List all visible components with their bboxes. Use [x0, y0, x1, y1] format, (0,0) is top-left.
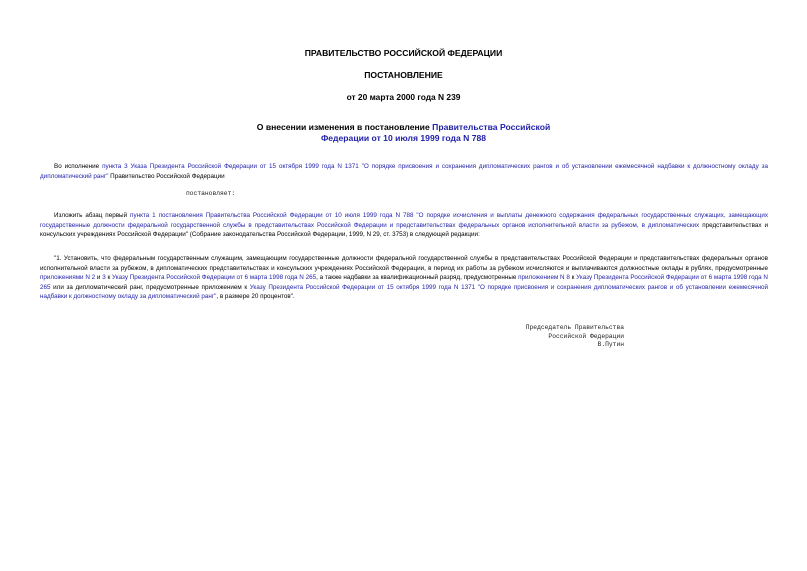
preamble-paragraph — [40, 162, 768, 181]
signature-name: В.Путин — [597, 341, 624, 349]
subject-heading-line1 — [0, 122, 807, 132]
subject-link-cont[interactable]: Федерации от 10 июля 1999 года N 788 — [320, 133, 487, 143]
text: Изложить абзац первый — [54, 212, 131, 219]
signature-org: Российской Федерации — [548, 332, 624, 340]
subject-link[interactable]: Правительства Российской — [432, 122, 551, 132]
appendix-3-link[interactable]: 3 — [102, 274, 106, 282]
text: и — [95, 274, 103, 282]
resolution-link[interactable]: пункта 1 постановления Правительства Российской Федерации от 10 июля 1999 года N 788 "О порядке исчисления и выплаты денежного содержания федеральных государственных служащих, замещающих государственные должности федеральной государственной службы в представительствах Российской Федерации и представительствах федеральных органов исполнительной власти за рубежом, в дипломатических — [40, 212, 768, 229]
subject-prefix: О внесении изменения в постановление — [256, 122, 433, 132]
decree-word: постановляет: — [186, 190, 236, 197]
issuer-heading: ПРАВИТЕЛЬСТВО РОССИЙСКОЙ ФЕДЕРАЦИИ — [304, 48, 503, 58]
signature-title: Председатель Правительства — [525, 324, 624, 331]
decree-265-link-2[interactable]: Указу Президента Российской Федерации от 6 марта 1998 года N 265 — [40, 274, 768, 291]
text: "1. Установить, что федеральным государственным служащим, замещающим государственные должности федеральной государственной службы в представительствах Российской Федерации и представительствах федеральных органов исполнительной власти за рубежом, в дипломатических представительствах и консульских учреждениях Российской Федерации, в период их работы за рубежом исчисляются и выплачиваются должностные оклады в рублях, предусмотренные — [40, 255, 768, 272]
new-text-paragraph — [40, 254, 768, 302]
text: , в размере 20 процентов". — [216, 293, 295, 301]
decree-1371-link[interactable]: Указу Президента Российской Федерации от 15 октября 1999 года N 1371 "О порядке присвоения и сохранения дипломатических рангов и об установлении ежемесячной надбавки к должностному окладу за дипломатический ранг" — [40, 283, 768, 301]
doc-type-heading: ПОСТАНОВЛЕНИЕ — [364, 70, 443, 80]
text: представительствах и консульских учреждениях Российской Федерации" (Собрание законодательства Российской Федерации, 1999, N 29, ст. 3753) в следующей редакции: — [40, 221, 768, 239]
signature-block — [516, 324, 624, 350]
date-number-heading: от 20 марта 2000 года N 239 — [346, 92, 461, 102]
appendix-2-link[interactable]: приложениями N 2 — [40, 274, 96, 282]
text: Во исполнение — [54, 163, 103, 170]
text: к — [105, 274, 112, 282]
amendment-paragraph — [40, 211, 768, 240]
text: , а также надбавки за квалификационный разряд, предусмотренные — [316, 274, 519, 282]
subject-heading-line2 — [0, 133, 807, 143]
decree-link[interactable]: пункта 3 Указа Президента Российской Федерации от 15 октября 1999 года N 1371 "О порядке присвоения и сохранения дипломатических рангов и об установлении ежемесячной надбавки к должностному окладу за дипломатический ранг" — [40, 163, 768, 180]
text: к — [569, 274, 577, 282]
decree-265-link[interactable]: Указу Президента Российской Федерации от 6 марта 1998 года N 265 — [111, 274, 317, 282]
text: Правительство Российской Федерации — [108, 172, 225, 180]
text: или за дипломатический ранг, предусмотренные приложением к — [50, 283, 250, 291]
appendix-8-link[interactable]: приложением N 8 — [518, 274, 570, 282]
